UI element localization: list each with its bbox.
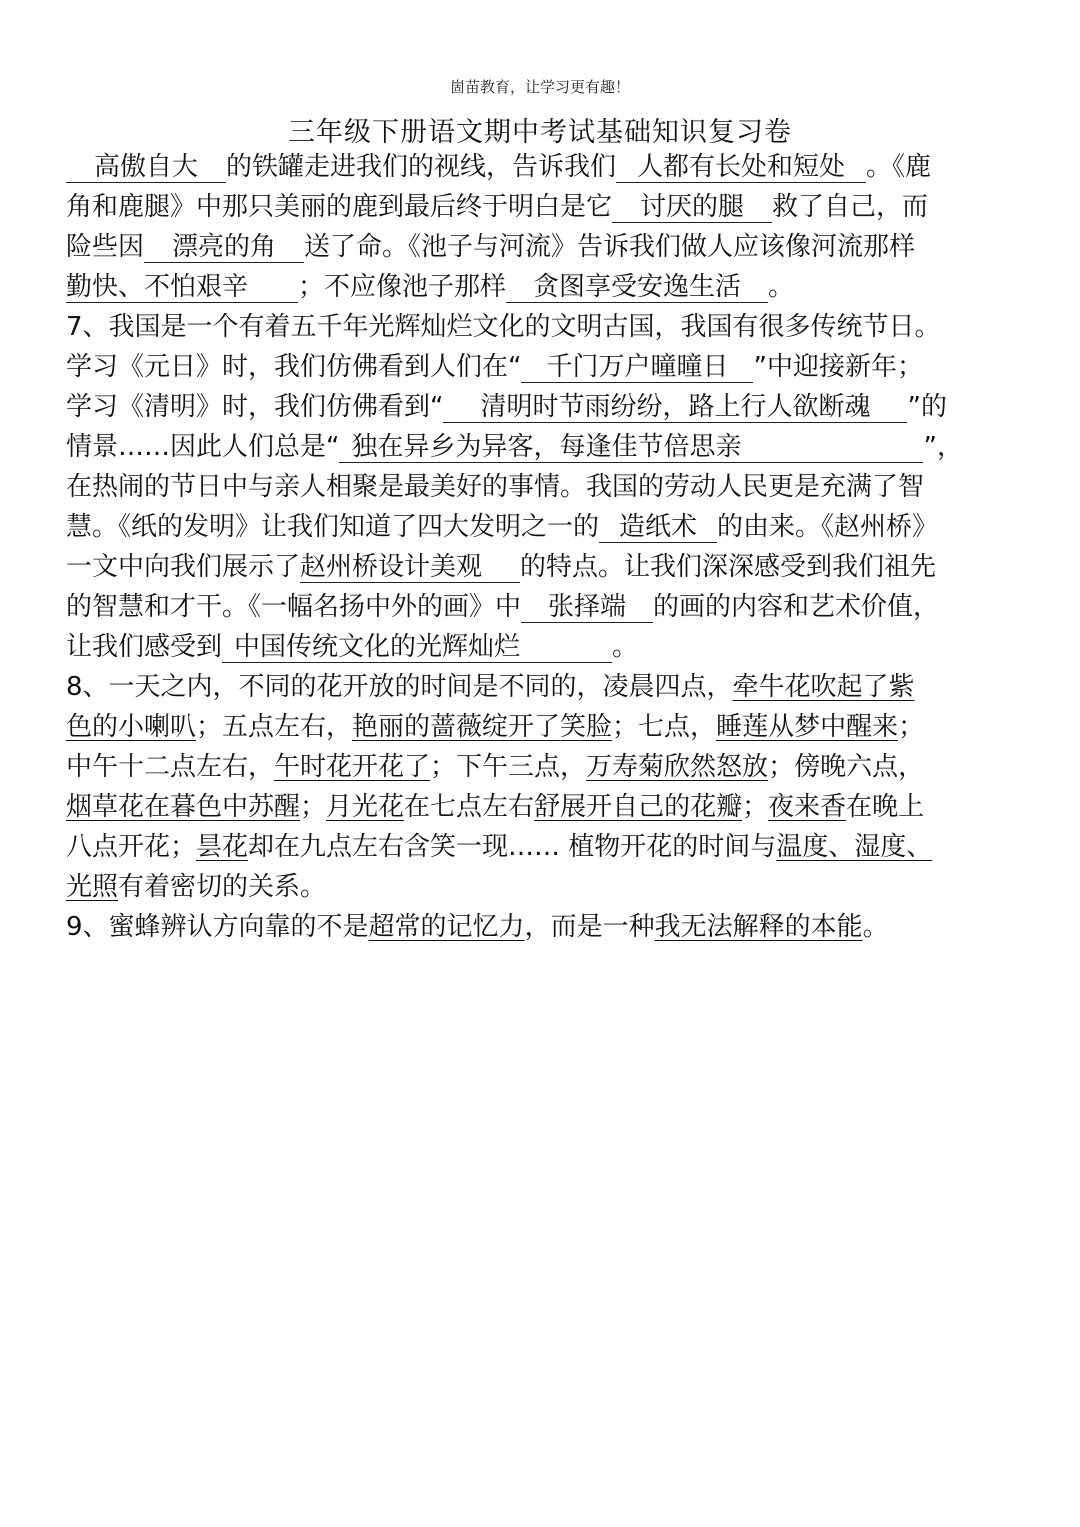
underlined-answer: 艳丽的蔷薇绽开了笑脸: [352, 712, 613, 742]
text: ；: [742, 792, 769, 822]
text: 慧。《纸的发明》让我们知道了四大发明之一的: [66, 512, 600, 542]
underlined-answer: 我无法解释的本能: [654, 912, 863, 942]
text: ”的: [907, 392, 947, 422]
line: [66, 547, 1024, 587]
line: [66, 867, 1024, 907]
text: ；: [300, 792, 327, 822]
answer-blank: 赵州桥设计美观: [300, 552, 520, 583]
answer-blank: 千门万户曈曈日: [521, 352, 753, 383]
answer-blank: 贪图享受安逸生活: [506, 272, 768, 303]
text: 的由来。《赵州桥》: [717, 512, 939, 542]
line: [66, 427, 1024, 467]
text: 9、蜜蜂辨认方向靠的不是: [66, 912, 369, 942]
text: 救了自己，而: [772, 192, 929, 222]
text: 的铁罐走进我们的视线，告诉我们: [226, 152, 617, 182]
line: [66, 787, 1024, 827]
text: 有着密切的关系。: [118, 872, 327, 902]
text: 中午十二点左右，: [66, 752, 275, 782]
text: 7、我国是一个有着五千年光辉灿烂文化的文明古国，我国有很多传统节日。: [66, 312, 941, 342]
text: ”，: [923, 432, 963, 462]
answer-blank: 张择端: [521, 592, 653, 623]
text: ；傍晚六点，: [768, 752, 925, 782]
line: [66, 227, 1024, 267]
line: [66, 347, 1024, 387]
underlined-answer: 昙花: [196, 832, 249, 862]
line: [66, 467, 1024, 507]
underlined-answer: 色的小喇叭: [66, 712, 197, 742]
text: 情景……因此人们总是“: [66, 432, 340, 462]
underlined-answer: 舒展开自己的花瓣: [534, 792, 743, 822]
text: 的特点。让我们深深感受到我们祖先: [520, 552, 937, 582]
answer-blank: 漂亮的角: [144, 232, 304, 263]
underlined-answer: 超常的记忆力: [368, 912, 525, 942]
text: 。《鹿: [866, 152, 932, 182]
text: 8、一天之内，不同的花开放的时间是不同的，凌晨四点，: [66, 672, 733, 702]
text: 在热闹的节日中与亲人相聚是最美好的事情。我国的劳动人民更是充满了智: [66, 472, 925, 502]
answer-blank: 高傲自大: [66, 152, 226, 183]
line: [66, 387, 1024, 427]
text: 。: [768, 272, 795, 302]
line: [66, 667, 1024, 707]
text: 却在九点左右含笑一现…… 植物开花的时间与: [248, 832, 777, 862]
text: 送了命。《池子与河流》告诉我们做人应该像河流那样: [304, 232, 916, 262]
line: [66, 587, 1024, 627]
underlined-answer: 烟草花在暮色中苏醒: [66, 792, 301, 822]
text: 学习《清明》时，我们仿佛看到“: [66, 392, 444, 422]
answer-blank: 讨厌的腿: [612, 192, 772, 223]
answer-blank: 勤快、不怕艰辛: [66, 272, 298, 303]
line: [66, 267, 1024, 307]
text: 的智慧和才干。《一幅名扬中外的画》中: [66, 592, 522, 622]
text: 。: [862, 912, 889, 942]
page-title: 三年级下册语文期中考试基础知识复习卷: [288, 117, 792, 148]
answer-blank: 清明时节雨纷纷，路上行人欲断魂: [443, 392, 907, 423]
line: [66, 307, 1024, 347]
underlined-answer: 睡莲从梦中醒来: [716, 712, 899, 742]
text: 一文中向我们展示了: [66, 552, 301, 582]
underlined-answer: 温度、湿度、: [776, 832, 933, 862]
underlined-answer: 夜来香: [768, 792, 847, 822]
answer-blank: 造纸术: [599, 512, 717, 543]
underlined-answer: 光照: [66, 872, 119, 902]
text: ，而是一种: [524, 912, 655, 942]
underlined-answer: 万寿菊欣然怒放: [586, 752, 769, 782]
line: [66, 747, 1024, 787]
text: 的画的内容和艺术价值，: [653, 592, 940, 622]
underlined-answer: 牵牛花吹起了紫: [732, 672, 915, 702]
answer-blank: 中国传统文化的光辉灿烂: [222, 632, 612, 663]
answer-blank: 独在异乡为异客，每逢佳节倍思亲: [339, 432, 923, 463]
text: 在晚上: [846, 792, 925, 822]
line: [66, 147, 1024, 187]
text: ；五点左右，: [196, 712, 353, 742]
text: ”中迎接新年；: [753, 352, 923, 382]
text: 八点开花；: [66, 832, 197, 862]
document-body: [66, 147, 1024, 947]
line: [66, 507, 1024, 547]
line: [66, 907, 1024, 947]
answer-blank: 人都有长处和短处: [616, 152, 866, 183]
text: ；七点，: [612, 712, 717, 742]
line: [66, 627, 1024, 667]
underlined-answer: 月光花: [326, 792, 405, 822]
underlined-answer: 午时花开花了: [274, 752, 431, 782]
text: 角和鹿腿》中那只美丽的鹿到最后终于明白是它: [66, 192, 613, 222]
header-slogan: 崮苗教育，让学习更有趣！: [449, 78, 630, 96]
line: [66, 187, 1024, 227]
line: [66, 827, 1024, 867]
text: ；: [898, 712, 925, 742]
text: 让我们感受到: [66, 632, 223, 662]
text: 学习《元日》时，我们仿佛看到人们在“: [66, 352, 522, 382]
text: 。: [612, 632, 639, 662]
line: [66, 707, 1024, 747]
text: 在七点左右: [404, 792, 535, 822]
text: 险些因: [66, 232, 145, 262]
text: ；下午三点，: [430, 752, 587, 782]
text: ；不应像池子那样: [298, 272, 507, 302]
